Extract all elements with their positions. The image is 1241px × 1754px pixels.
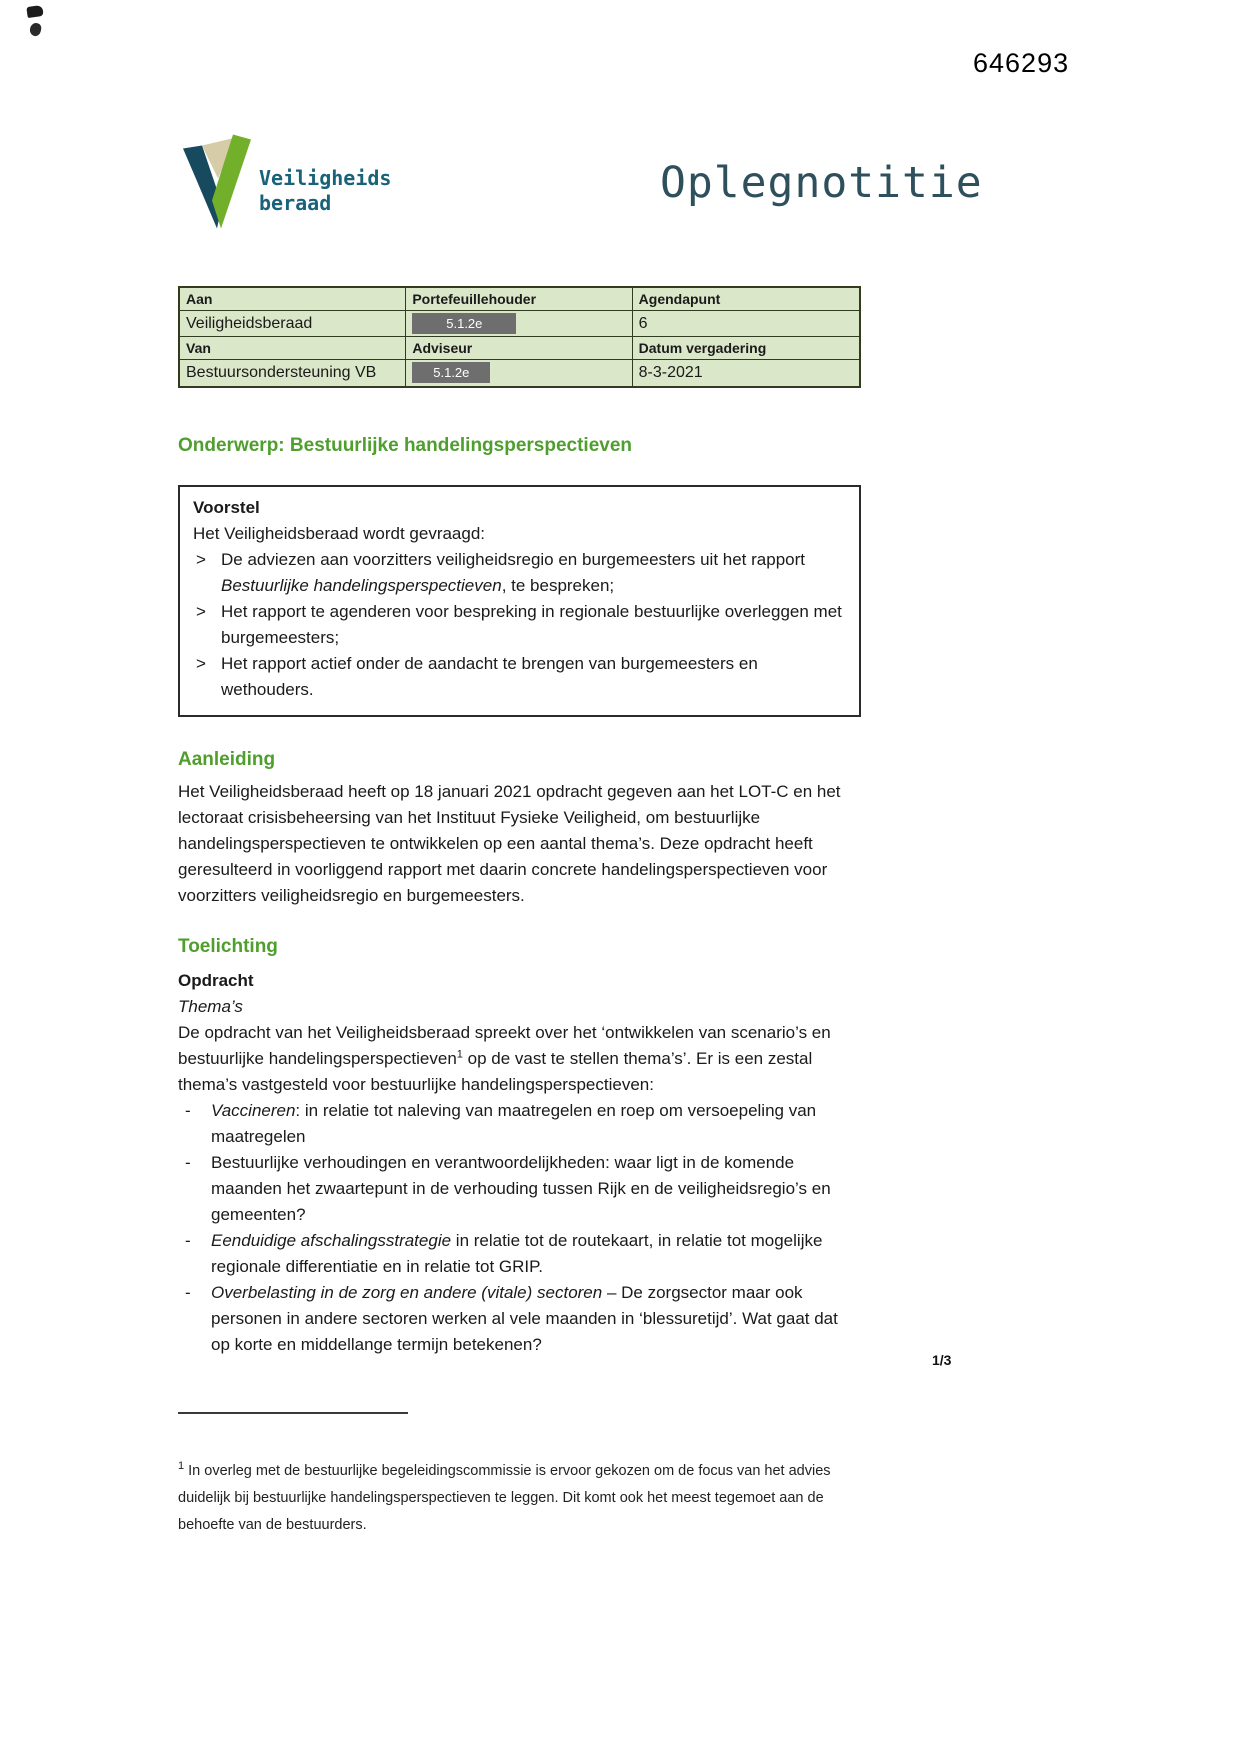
- bullet-text: [211, 1098, 861, 1150]
- content-column: [178, 286, 861, 1539]
- theme-bullet: [178, 1228, 861, 1280]
- voorstel-title: Voorstel: [193, 498, 260, 517]
- info-label-aan: Aan: [180, 288, 406, 311]
- bullet-text: [211, 1280, 861, 1358]
- toelichting-heading: Toelichting: [178, 936, 278, 957]
- info-value-van: Bestuursondersteuning VB: [180, 360, 406, 386]
- aanleiding-heading: Aanleiding: [178, 749, 276, 770]
- voorstel-item-text: [221, 651, 846, 703]
- voorstel-item-text: [221, 599, 846, 651]
- item-text: Het rapport te agenderen voor bespreking in regionale bestuurlijke overleggen met burgemeesters;: [221, 602, 842, 647]
- footnote-rule: [178, 1412, 408, 1414]
- bullet-text-italic: Eenduidige afschalingsstrategie: [211, 1231, 452, 1250]
- theme-bullet: [178, 1280, 861, 1358]
- bullet-text-plain: in relatie tot de routekaart, in relatie tot mogelijke regionale differentiatie en in relatie tot GRIP.: [211, 1231, 823, 1276]
- item-marker: >: [196, 602, 206, 621]
- toelichting-intro-paragraph: [178, 1020, 861, 1098]
- redaction-box: 5.1.2e: [412, 313, 516, 334]
- item-text-italic: Bestuurlijke handelingsperspectieven: [221, 576, 502, 595]
- bullet-marker: -: [185, 1101, 191, 1120]
- intro-text: op de vast te stellen thema’s’. Er is een zestal thema’s vastgesteld voor bestuurlijke handelingsperspectieven:: [178, 1049, 813, 1094]
- document-type-title: Oplegnotitie: [660, 158, 983, 208]
- footnote-reference: 1: [456, 1048, 463, 1061]
- item-marker: >: [196, 654, 206, 673]
- info-value-portefeuillehouder: [406, 311, 632, 337]
- doc-number: 646293: [973, 48, 1070, 78]
- info-label-adviseur: Adviseur: [406, 337, 632, 360]
- item-text: Het rapport actief onder de aandacht te brengen van burgemeesters en wethouders.: [221, 654, 758, 699]
- logo-wordmark-line2: beraad: [259, 191, 332, 215]
- aanleiding-paragraph: Het Veiligheidsberaad heeft op 18 januari 2021 opdracht gegeven aan het LOT-C en het lectoraat crisisbeheersing van het Instituut Fysieke Veiligheid, om bestuurlijke handelingsperspectieven te ontwikkelen op een aantal thema’s. Deze opdracht heeft geresulteerd in voorliggend rapport met daarin concrete handelingsperspectieven voor voorzitters veiligheidsregio en burgemeesters.: [178, 782, 841, 905]
- info-label-agendapunt: Agendapunt: [633, 288, 859, 311]
- info-label-van: Van: [180, 337, 406, 360]
- logo-wordmark: [259, 166, 391, 216]
- bullet-marker: -: [185, 1231, 191, 1250]
- footnote: [178, 1458, 840, 1539]
- toelichting-subsubheading: Thema’s: [178, 997, 243, 1016]
- info-label-portefeuillehouder: Portefeuillehouder: [406, 288, 632, 311]
- veiligheidsberaad-logo: [179, 132, 255, 231]
- footnote-text: In overleg met de bestuurlijke begeleidingscommissie is ervoor gekozen om de focus van het advies duidelijk bij bestuurlijke handelingsperspectieven te leggen. Dit komt ook het meest tegemoet aan de behoefte van de bestuurders.: [178, 1463, 831, 1533]
- info-value-datum-vergadering: 8-3-2021: [638, 364, 703, 381]
- info-value-agendapunt: 6: [633, 311, 859, 337]
- logo-wordmark-line1: Veiligheids: [259, 166, 392, 190]
- voorstel-box: [178, 485, 861, 717]
- bullet-text-italic: Vaccineren: [211, 1101, 296, 1120]
- theme-bullet: [178, 1098, 861, 1150]
- footnote-number: 1: [178, 1460, 185, 1473]
- info-value-aan: Veiligheidsberaad: [180, 311, 406, 337]
- item-text: , te bespreken;: [501, 576, 615, 595]
- bullet-marker: -: [185, 1283, 191, 1302]
- info-table: [178, 286, 861, 388]
- subject-heading: Onderwerp: Bestuurlijke handelingsperspectieven: [178, 435, 633, 456]
- info-label-datum-vergadering: Datum vergadering: [633, 337, 859, 360]
- scan-artifact: [26, 5, 43, 18]
- redaction-box: 5.1.2e: [412, 362, 490, 383]
- voorstel-item: [193, 651, 846, 703]
- voorstel-intro: Het Veiligheidsberaad wordt gevraagd:: [193, 524, 486, 543]
- scan-artifact: [29, 22, 42, 37]
- bullet-marker: -: [185, 1153, 191, 1172]
- page-indicator: 1/3: [932, 1352, 952, 1368]
- voorstel-item-text: [221, 547, 846, 599]
- info-value-adviseur: [406, 360, 632, 386]
- item-text: De adviezen aan voorzitters veiligheidsregio en burgemeesters uit het rapport: [221, 550, 805, 569]
- bullet-text: [211, 1228, 861, 1280]
- item-marker: >: [196, 550, 206, 569]
- voorstel-item: [193, 547, 846, 599]
- bullet-text-italic: Overbelasting in de zorg en andere (vitale) sectoren: [211, 1283, 603, 1302]
- voorstel-item: [193, 599, 846, 651]
- bullet-text-plain: : in relatie tot naleving van maatregelen en roep om versoepeling van maatregelen: [211, 1101, 817, 1146]
- toelichting-subheading: Opdracht: [178, 971, 254, 990]
- intro-text: De opdracht van het Veiligheidsberaad spreekt over het ‘ontwikkelen van scenario’s en bestuurlijke handelingsperspectieven: [178, 1023, 831, 1068]
- bullet-text-plain: – De zorgsector maar ook personen in andere sectoren werken al vele maanden in ‘blessuretijd’. Wat gaat dat op korte en middellange termijn betekenen?: [211, 1283, 838, 1354]
- theme-bullet: [178, 1150, 861, 1228]
- bullet-text: [211, 1150, 861, 1228]
- bullet-text-plain: Bestuurlijke verhoudingen en verantwoordelijkheden: waar ligt in de komende maanden het zwaartepunt in de verhouding tussen Rijk en de veiligheidsregio’s en gemeenten?: [211, 1153, 831, 1224]
